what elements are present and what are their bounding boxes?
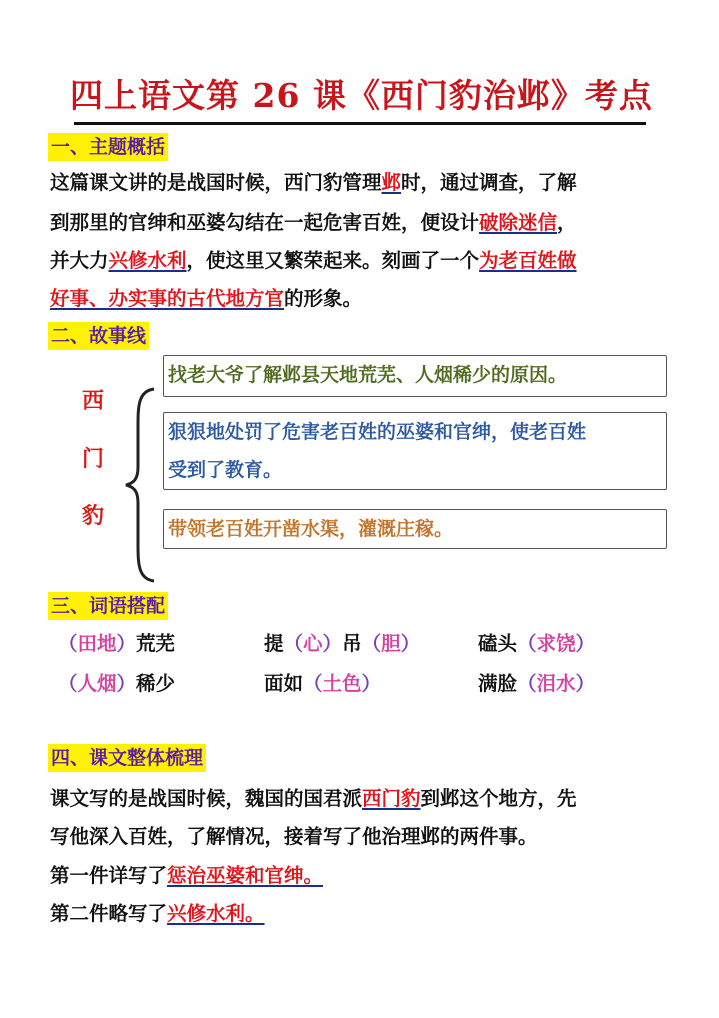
curly-brace — [122, 387, 158, 583]
story-box-2: 狠狠地处罚了危害老百姓的巫婆和官绅，使老百姓 受到了教育。 — [163, 412, 667, 490]
vertical-char-1: 西 — [81, 389, 104, 414]
word-pair-r1c2: 提（心）吊（胆） — [264, 632, 421, 655]
summary-line-3: 并大力兴修水利，使这里又繁荣起来。刻画了一个为老百姓做 — [50, 249, 577, 272]
section-heading-overview: 四、课文整体梳理 — [48, 744, 206, 772]
summary-line-4: 好事、办实事的古代地方官的形象。 — [50, 287, 363, 310]
overview-line-1: 课文写的是战国时候，魏国的国君派西门豹到邺这个地方，先 — [50, 787, 577, 810]
section-heading-storyline: 二、故事线 — [48, 322, 149, 350]
title-underline — [74, 122, 646, 125]
vertical-char-2: 门 — [81, 447, 104, 472]
story-box-1: 找老大爷了解邺县天地荒芜、人烟稀少的原因。 — [163, 355, 667, 397]
story-box-3: 带领老百姓开凿水渠，灌溉庄稼。 — [163, 509, 667, 549]
page-title: 四上语文第 26 课《西门豹治邺》考点 — [70, 76, 653, 115]
overview-line-3: 第一件详写了惩治巫婆和官绅。 — [50, 864, 324, 887]
word-pair-r2c2: 面如（土色） — [264, 672, 382, 695]
section-heading-word-pairs: 三、词语搭配 — [48, 592, 168, 620]
word-pair-r1c1: （田地）荒芜 — [58, 632, 176, 655]
word-pair-r1c3: 磕头（求饶） — [478, 632, 596, 655]
word-pair-r2c1: （人烟）稀少 — [58, 672, 176, 695]
overview-line-2: 写他深入百姓，了解情况，接着写了他治理邺的两件事。 — [50, 825, 538, 848]
overview-line-4: 第二件略写了兴修水利。 — [50, 902, 265, 925]
summary-line-2: 到那里的官绅和巫婆勾结在一起危害百姓，便设计破除迷信， — [50, 211, 577, 234]
word-pair-r2c3: 满脸（泪水） — [478, 672, 596, 695]
vertical-char-3: 豹 — [81, 504, 104, 529]
summary-line-1: 这篇课文讲的是战国时候，西门豹管理邺时，通过调查，了解 — [50, 171, 577, 194]
section-heading-summary: 一、主题概括 — [48, 133, 168, 161]
